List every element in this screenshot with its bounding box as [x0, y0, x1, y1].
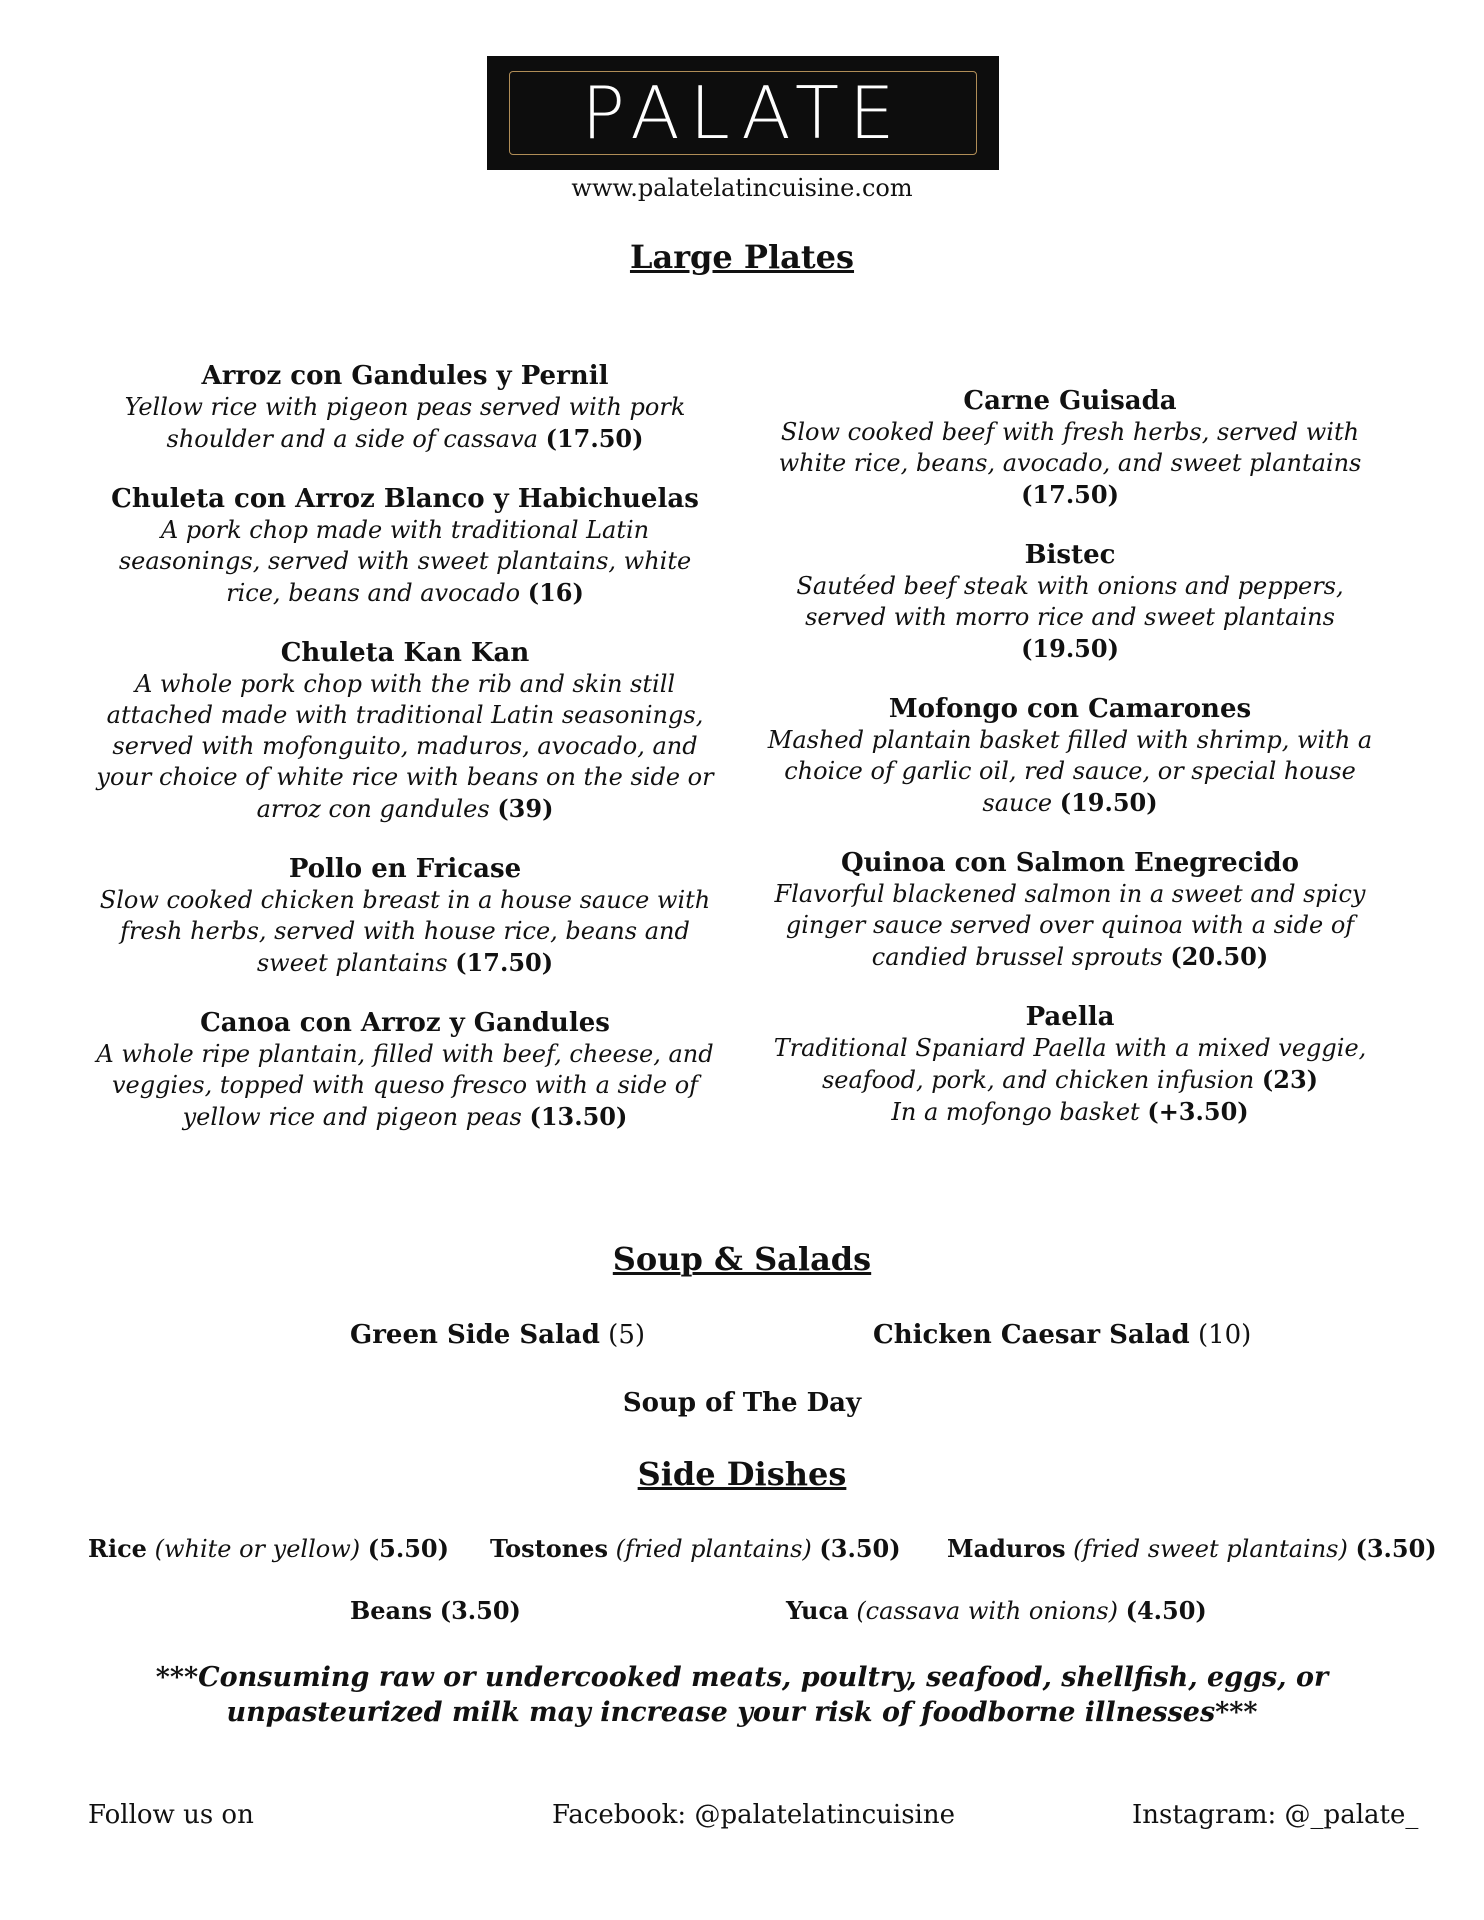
menu-item-name: Mofongo con Camarones [888, 694, 1252, 724]
menu-item-name: Canoa con Arroz y Gandules [200, 1008, 610, 1038]
menu-item-name: Arroz con Gandules y Pernil [201, 361, 609, 391]
salad-item: Chicken Caesar Salad (10) [873, 1320, 1252, 1350]
large-plates-right-column [760, 385, 1380, 1156]
menu-item-price: (19.50) [1059, 788, 1158, 817]
section-title-large-plates: Large Plates [629, 238, 855, 276]
website-url: www.palatelatincuisine.com [571, 174, 913, 202]
menu-item-name: Bistec [1024, 540, 1116, 570]
menu-item-price: (20.50) [1170, 942, 1269, 971]
footer-instagram-handle: Instagram: @_palate_ [1132, 1800, 1419, 1830]
side-dish-price: (4.50) [1125, 1596, 1207, 1625]
menu-item-description: A whole pork chop with the rib and skin still attached made with traditional Latin seasonings, served with mofonguito, maduros, avocado, and your choice of white rice with beans on the side or arroz con gandules (39) [96, 670, 714, 823]
menu-item [95, 1007, 715, 1133]
menu-item-description: A pork chop made with traditional Latin seasonings, served with sweet plantains, white rice, beans and avocado (16) [118, 516, 692, 607]
large-plates-left-column [95, 360, 715, 1161]
menu-item-description: Yellow rice with pigeon peas served with pork shoulder and a side of cassava (17.50) [124, 393, 686, 453]
salad-price: (5) [608, 1320, 646, 1350]
menu-item-name: Paella [1025, 1002, 1115, 1032]
side-dish-price: (5.50) [367, 1534, 449, 1563]
menu-item-price: (19.50) [1021, 634, 1119, 663]
menu-item [95, 637, 715, 825]
menu-item [95, 360, 715, 455]
menu-item [95, 853, 715, 979]
menu-item-description: Slow cooked chicken breast in a house sauce with fresh herbs, served with house rice, beans and sweet plantains (17.50) [99, 886, 711, 977]
salad-price: (10) [1197, 1320, 1252, 1350]
logo [487, 56, 999, 170]
side-dish-item: Rice (white or yellow) (5.50) [88, 1534, 449, 1563]
menu-item [760, 847, 1380, 973]
menu-item-price: (17.50) [545, 424, 644, 453]
menu-item-name: Chuleta Kan Kan [280, 638, 530, 668]
menu-item-price: (39) [497, 794, 554, 823]
side-dish-price: (3.50) [1355, 1534, 1437, 1563]
food-safety-warning: ***Consuming raw or undercooked meats, poultry, seafood, shellfish, eggs, or unpasteurized milk may increase your risk of foodborne illnesses*** [155, 1662, 1329, 1728]
menu-item-description: Sautéed beef steak with onions and peppers, served with morro rice and sweet plantains (19.50) [796, 572, 1344, 663]
side-dish-item: Beans (3.50) [350, 1596, 521, 1625]
menu-item [760, 1001, 1380, 1128]
menu-item-description: A whole ripe plantain, filled with beef, cheese, and veggies, topped with queso fresco with a side of yellow rice and pigeon peas (13.50) [96, 1040, 714, 1131]
menu-item [760, 693, 1380, 819]
menu-item-price: (16) [527, 578, 584, 607]
soup-item: Soup of The Day [622, 1388, 862, 1418]
logo-text: PALATE [581, 71, 905, 155]
menu-item-description: Mashed plantain basket filled with shrimp, with a choice of garlic oil, red sauce, or special house sauce (19.50) [767, 726, 1373, 817]
menu-item-name: Pollo en Fricase [288, 854, 522, 884]
menu-item-description: Traditional Spaniard Paella with a mixed veggie, seafood, pork, and chicken infusion (23) In a mofongo basket (+3.50) [773, 1034, 1367, 1126]
menu-item-price: (17.50) [1021, 480, 1119, 509]
menu-item-extra-price: (+3.50) [1147, 1097, 1249, 1126]
footer-facebook-handle: Facebook: @palatelatincuisine [552, 1800, 955, 1830]
menu-item-description: Slow cooked beef with fresh herbs, served with white rice, beans, avocado, and sweet plantains (17.50) [778, 418, 1362, 509]
side-dish-item: Yuca (cassava with onions) (4.50) [786, 1596, 1207, 1625]
section-title-side-dishes: Side Dishes [637, 1455, 847, 1493]
menu-item [760, 385, 1380, 511]
menu-item-name: Chuleta con Arroz Blanco y Habichuelas [111, 484, 699, 514]
menu-item [760, 539, 1380, 665]
logo-frame [509, 71, 977, 155]
side-dish-item: Maduros (fried sweet plantains) (3.50) [947, 1534, 1437, 1563]
menu-item-description: Flavorful blackened salmon in a sweet and spicy ginger sauce served over quinoa with a side of candied brussel sprouts (20.50) [774, 880, 1366, 971]
menu-item-name: Carne Guisada [963, 386, 1177, 416]
side-dish-item: Tostones (fried plantains) (3.50) [490, 1534, 901, 1563]
menu-item-price: (17.50) [455, 948, 554, 977]
section-title-soup-salads: Soup & Salads [612, 1240, 872, 1278]
menu-item-name: Quinoa con Salmon Enegrecido [841, 848, 1299, 878]
salad-item: Green Side Salad (5) [350, 1320, 646, 1350]
side-dish-price: (3.50) [439, 1596, 521, 1625]
menu-item-price: (23) [1261, 1065, 1319, 1094]
menu-item-price: (13.50) [529, 1102, 628, 1131]
footer-follow-label: Follow us on [88, 1800, 254, 1830]
side-dish-price: (3.50) [819, 1534, 901, 1563]
menu-item [95, 483, 715, 609]
